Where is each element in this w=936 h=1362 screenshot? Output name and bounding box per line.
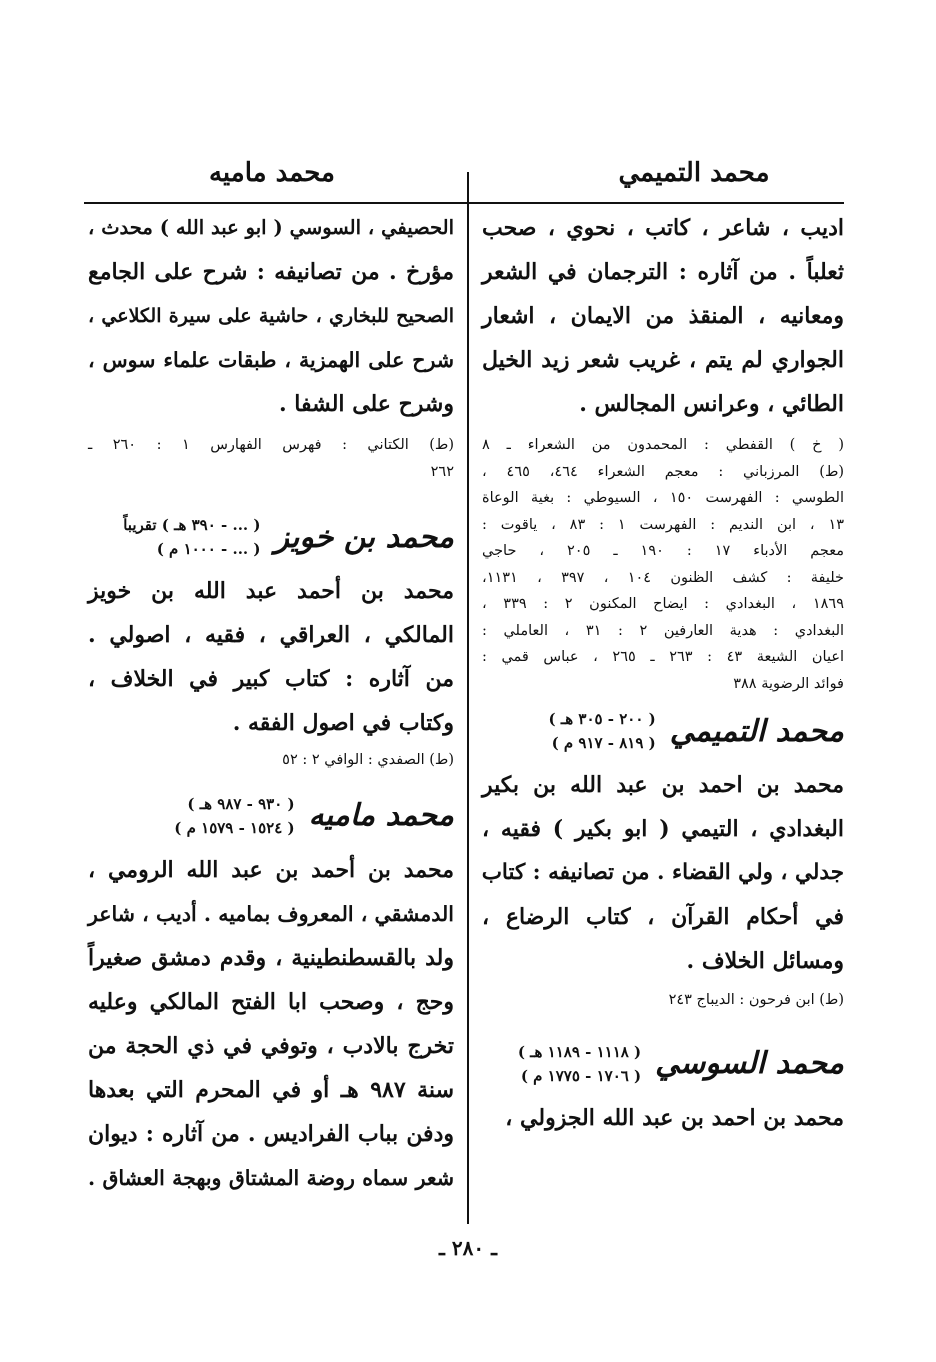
column-divider: [467, 172, 469, 1224]
reference-line: الطوسي : الفهرست ١٥٠ ، السيوطي : بغية الوعاة: [482, 490, 844, 506]
entry-text-line: تخرج بالادب ، وتوفي في ذي الحجة من: [88, 1032, 454, 1059]
entry-text-line: ومعانيه ، المنقذ من الايمان ، اشعار: [482, 303, 844, 329]
entry-text-line: وحج ، وصحب ابا الفتح المالكي وعليه: [88, 988, 454, 1015]
entry-text-line: محمد بن أحمد بن عبد الله الرومي ،: [88, 856, 454, 883]
entry-text-line: الطائي ، وعرانس المجالس .: [579, 391, 844, 417]
entry-text-line: ثعلباً . من آثاره : الترجمان في الشعر: [482, 259, 844, 285]
reference-line: (ط) الكتاني : فهرس الفهارس ١ : ٢٦٠ ـ: [88, 437, 455, 453]
reference-line: معجم الأدباء ١٧ : ١٩٠ ـ ٢٠٥ ، حاجي: [482, 543, 844, 559]
entry-text-line: شعر سماه روضة المشتاق وبهجة العشاق .: [88, 1165, 454, 1190]
entry-name: محمد التميمي: [669, 713, 844, 749]
entry-text-line: البغدادي ، التيمي ( ابو بكير ) فقيه ،: [482, 816, 844, 842]
page-number: ـ ٢٨٠ ـ: [439, 1236, 497, 1260]
entry-name: محمد بن خويز: [274, 519, 454, 555]
reference-line: خليفة : كشف الظنون ١٠٤ ، ٣٩٧ ، ١١٣١،: [482, 569, 844, 586]
entry-heading: [88, 792, 454, 840]
entry-tamimi: [482, 707, 844, 1014]
hijri-dates: ( ... - ٣٩٠ هـ ) تقريباً: [123, 516, 261, 534]
entry-dates: [123, 513, 260, 561]
entry-heading: [88, 513, 454, 561]
right-column: [482, 206, 844, 1140]
continued-entry: [482, 206, 844, 697]
entry-text-line: ومسائل الخلاف .: [686, 948, 844, 974]
entry-text-line: من آثاره : كتاب كبير في الخلاف ،: [88, 666, 454, 692]
entry-text-line: مؤرخ . من تصانيفه : شرح على الجامع: [88, 259, 454, 285]
right-running-header: محمد التميمي: [618, 158, 770, 188]
entry-mamiyah: [88, 792, 454, 1200]
reference-line: ١٣ ، ابن النديم : الفهرست ١ : ٨٣ ، ياقوت :: [482, 516, 845, 533]
reference-line: (ط) الصفدي : الوافي ٢ : ٥٢: [282, 752, 454, 768]
entry-susi: [482, 1040, 844, 1140]
entry-text-line: اديب ، شاعر ، كاتب ، نحوي ، صحب: [482, 215, 844, 241]
reference-line: البغدادي : هدية العارفين ٢ : ٣١ ، العاملي :: [482, 622, 845, 639]
gregorian-dates: ( ٨١٩ - ٩١٧ م ): [551, 734, 656, 752]
entry-name: محمد ماميه: [308, 798, 454, 833]
entry-text-line: الدمشقي ، المعروف بماميه . أديب ، شاعر: [88, 901, 454, 926]
hijri-dates: ( ٩٣٠ - ٩٨٧ هـ ): [187, 794, 295, 813]
entry-text-line: ودفن بباب الفراديس . من آثاره : ديوان: [88, 1120, 454, 1147]
hijri-dates: ( ٢٠٠ - ٣٠٥ هـ ): [548, 710, 656, 728]
continued-entry: [88, 206, 454, 485]
reference-line: (ط) المرزباني : معجم الشعراء ٤٦٤، ٤٦٥ ،: [482, 463, 845, 480]
left-running-header: محمد ماميه: [208, 158, 335, 188]
entry-dates: [174, 792, 294, 840]
reference-line: (ط) ابن فرحون : الديباج ٢٤٣: [668, 992, 844, 1008]
entry-text-line: المالكي ، العراقي ، فقيه ، اصولي .: [88, 622, 455, 648]
left-column: [88, 206, 454, 1200]
entry-khuwayz: [88, 513, 454, 774]
entry-name: محمد السوسي: [655, 1046, 844, 1081]
entry-text-line: الصحيح للبخاري ، حاشية على سيرة الكلاعي ،: [88, 305, 454, 327]
entry-dates: [549, 707, 656, 755]
entry-heading: [482, 707, 844, 755]
entry-text-line: شرح على الهمزية ، طبقات علماء سوس ،: [88, 348, 454, 372]
entry-text-line: جدلي ، ولي القضاء . من تصانيفه : كتاب: [481, 860, 844, 885]
entry-text-line: محمد بن احمد بن عبد الله الجزولي ،: [505, 1104, 844, 1131]
entry-text-line: محمد بن احمد بن عبد الله بن بكير: [482, 772, 844, 798]
reference-line: ٢٦٢: [430, 463, 454, 480]
entry-text-line: وشرح على الشفا .: [278, 391, 454, 417]
reference-line: ١٨٦٩ ، البغدادي : ايضاح المكنون ٢ : ٣٣٩ ،: [482, 596, 844, 612]
gregorian-dates: ( ١٥٢٤ - ١٥٧٩ م ): [174, 818, 295, 837]
gregorian-dates: ( ١٧٠٦ - ١٧٧٥ م ): [520, 1066, 642, 1085]
entry-text-line: الحصيفي ، السوسي ( ابو عبد الله ) محدث ،: [88, 216, 454, 239]
reference-line: ( خ ) القفطي : المحمدون من الشعراء ـ ٨: [482, 437, 844, 453]
header-rule: [84, 202, 844, 204]
reference-line: اعيان الشيعة ٤٣ : ٢٦٣ ـ ٢٦٥ ، عباس قمي :: [482, 649, 845, 665]
entry-text-line: وكتاب في اصول الفقه .: [232, 710, 454, 736]
entry-text-line: ولد بالقسطنطينية ، وقدم دمشق صغيراً: [88, 944, 454, 971]
entry-text-line: الجواري لم يتم ، غريب شعر زيد الخيل: [482, 347, 844, 373]
entry-heading: [482, 1040, 844, 1088]
hijri-dates: ( ١١١٨ - ١١٨٩ هـ ): [517, 1042, 642, 1061]
entry-dates: [518, 1040, 641, 1088]
reference-line: فوائد الرضوية ٣٨٨: [733, 675, 844, 692]
gregorian-dates: ( ... - ١٠٠٠ م ): [156, 540, 261, 558]
entry-text-line: في أحكام القرآن ، كتاب الرضاع ،: [482, 904, 844, 930]
entry-text-line: محمد بن أحمد عبد الله بن خويز: [88, 578, 454, 604]
entry-text-line: سنة ٩٨٧ هـ أو في المحرم التي بعدها: [88, 1076, 455, 1103]
